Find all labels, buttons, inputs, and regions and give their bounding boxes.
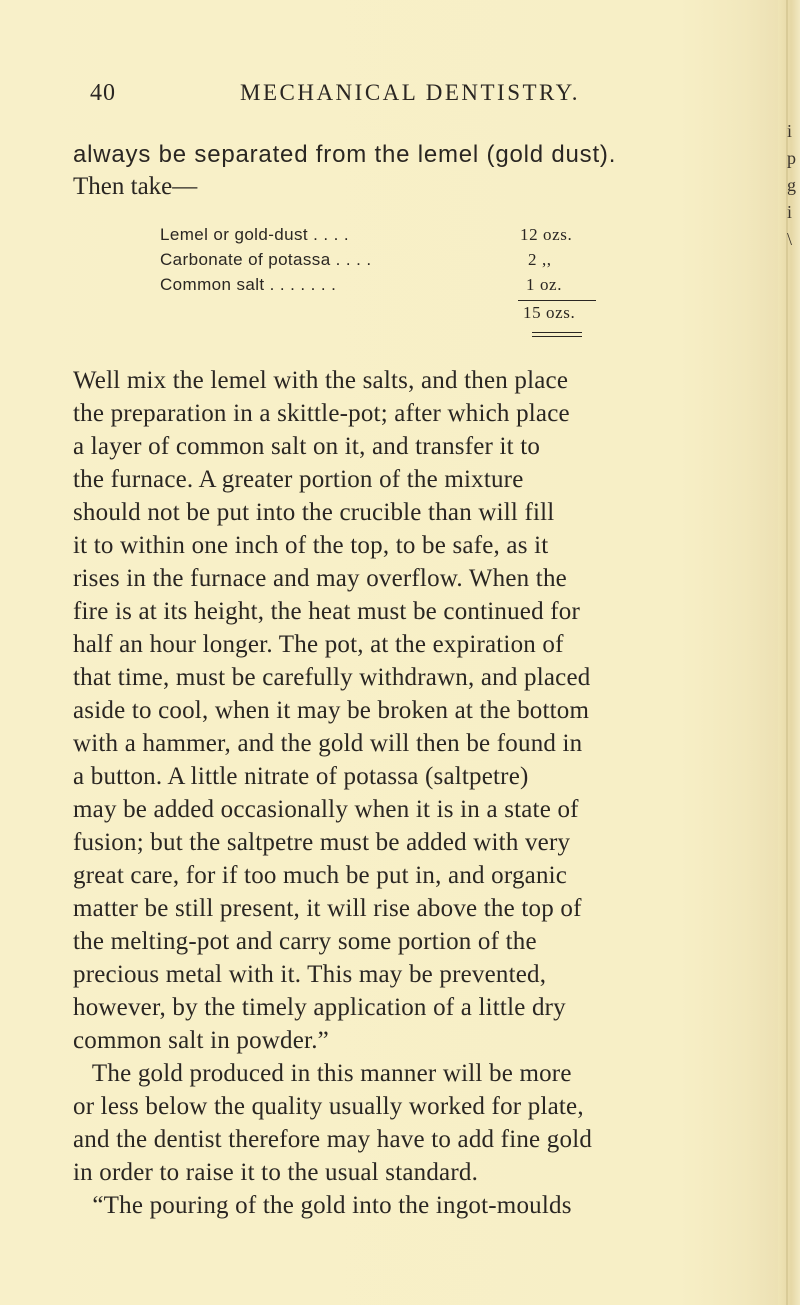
- body-line: aside to cool, when it may be broken at the bottom: [73, 697, 590, 724]
- body-line: rises in the furnace and may overflow. When the: [73, 565, 567, 592]
- edge-mark: i: [787, 121, 793, 141]
- body-line: a button. A little nitrate of potassa (saltpetre): [73, 763, 529, 790]
- body-line: however, by the timely application of a little dry: [73, 994, 566, 1021]
- recipe-item-qty: 12 ozs.: [520, 225, 573, 244]
- sum-rule: [518, 300, 596, 301]
- recipe-row: [160, 225, 640, 250]
- body-line: common salt in powder.”: [73, 1027, 329, 1054]
- body-line: it to within one inch of the top, to be safe, as it: [73, 532, 549, 559]
- edge-mark: \: [787, 229, 793, 249]
- recipe-item-name: Carbonate of potassa . . . .: [160, 250, 372, 269]
- edge-mark: p: [787, 148, 796, 168]
- body-line: may be added occasionally when it is in a state of: [73, 796, 579, 823]
- body-line: should not be put into the crucible than will fill: [73, 499, 555, 526]
- recipe-row: [160, 250, 640, 275]
- recipe-item-name: Lemel or gold-dust . . . .: [160, 225, 349, 244]
- body-line: fusion; but the saltpetre must be added with very: [73, 829, 571, 856]
- recipe-table: [160, 225, 640, 322]
- recipe-item-qty: 2 ,,: [528, 250, 552, 269]
- body-line: matter be still present, it will rise above the top of: [73, 895, 582, 922]
- recipe-total: 15 ozs.: [523, 303, 576, 322]
- total-double-rule: [532, 332, 582, 337]
- body-line: the melting-pot and carry some portion of the: [73, 928, 537, 955]
- body-line: a layer of common salt on it, and transfer it to: [73, 433, 541, 460]
- recipe-item-name: Common salt . . . . . . .: [160, 275, 337, 294]
- body-line: or less below the quality usually worked for plate,: [73, 1093, 584, 1120]
- recipe-row: [160, 275, 640, 300]
- body-line: the preparation in a skittle-pot; after which place: [73, 400, 570, 427]
- body-line: in order to raise it to the usual standard.: [73, 1159, 479, 1186]
- facing-page-edge-text: [787, 118, 800, 253]
- intro-line: Then take—: [73, 173, 198, 200]
- body-line: precious metal with it. This may be prevented,: [73, 961, 547, 988]
- body-line: half an hour longer. The pot, at the expiration of: [73, 631, 564, 658]
- body-line: fire is at its height, the heat must be continued for: [73, 598, 580, 625]
- body-line: Well mix the lemel with the salts, and then place: [73, 367, 569, 394]
- body-line: that time, must be carefully withdrawn, and placed: [73, 664, 591, 691]
- intro-line: always be separated from the lemel (gold dust).: [73, 141, 617, 168]
- body-line: with a hammer, and the gold will then be found in: [73, 730, 583, 757]
- body-line: and the dentist therefore may have to add fine gold: [73, 1126, 593, 1153]
- running-head: MECHANICAL DENTISTRY.: [240, 80, 581, 105]
- page-number: 40: [90, 80, 116, 106]
- recipe-item-qty: 1 oz.: [526, 275, 563, 294]
- body-line: great care, for if too much be put in, and organic: [73, 862, 568, 889]
- body-line: The gold produced in this manner will be more: [73, 1060, 572, 1087]
- body-line: the furnace. A greater portion of the mixture: [73, 466, 524, 493]
- body-line: “The pouring of the gold into the ingot-moulds: [73, 1192, 572, 1219]
- page-header: [90, 80, 710, 110]
- edge-mark: g: [787, 175, 796, 195]
- edge-mark: i: [787, 202, 793, 222]
